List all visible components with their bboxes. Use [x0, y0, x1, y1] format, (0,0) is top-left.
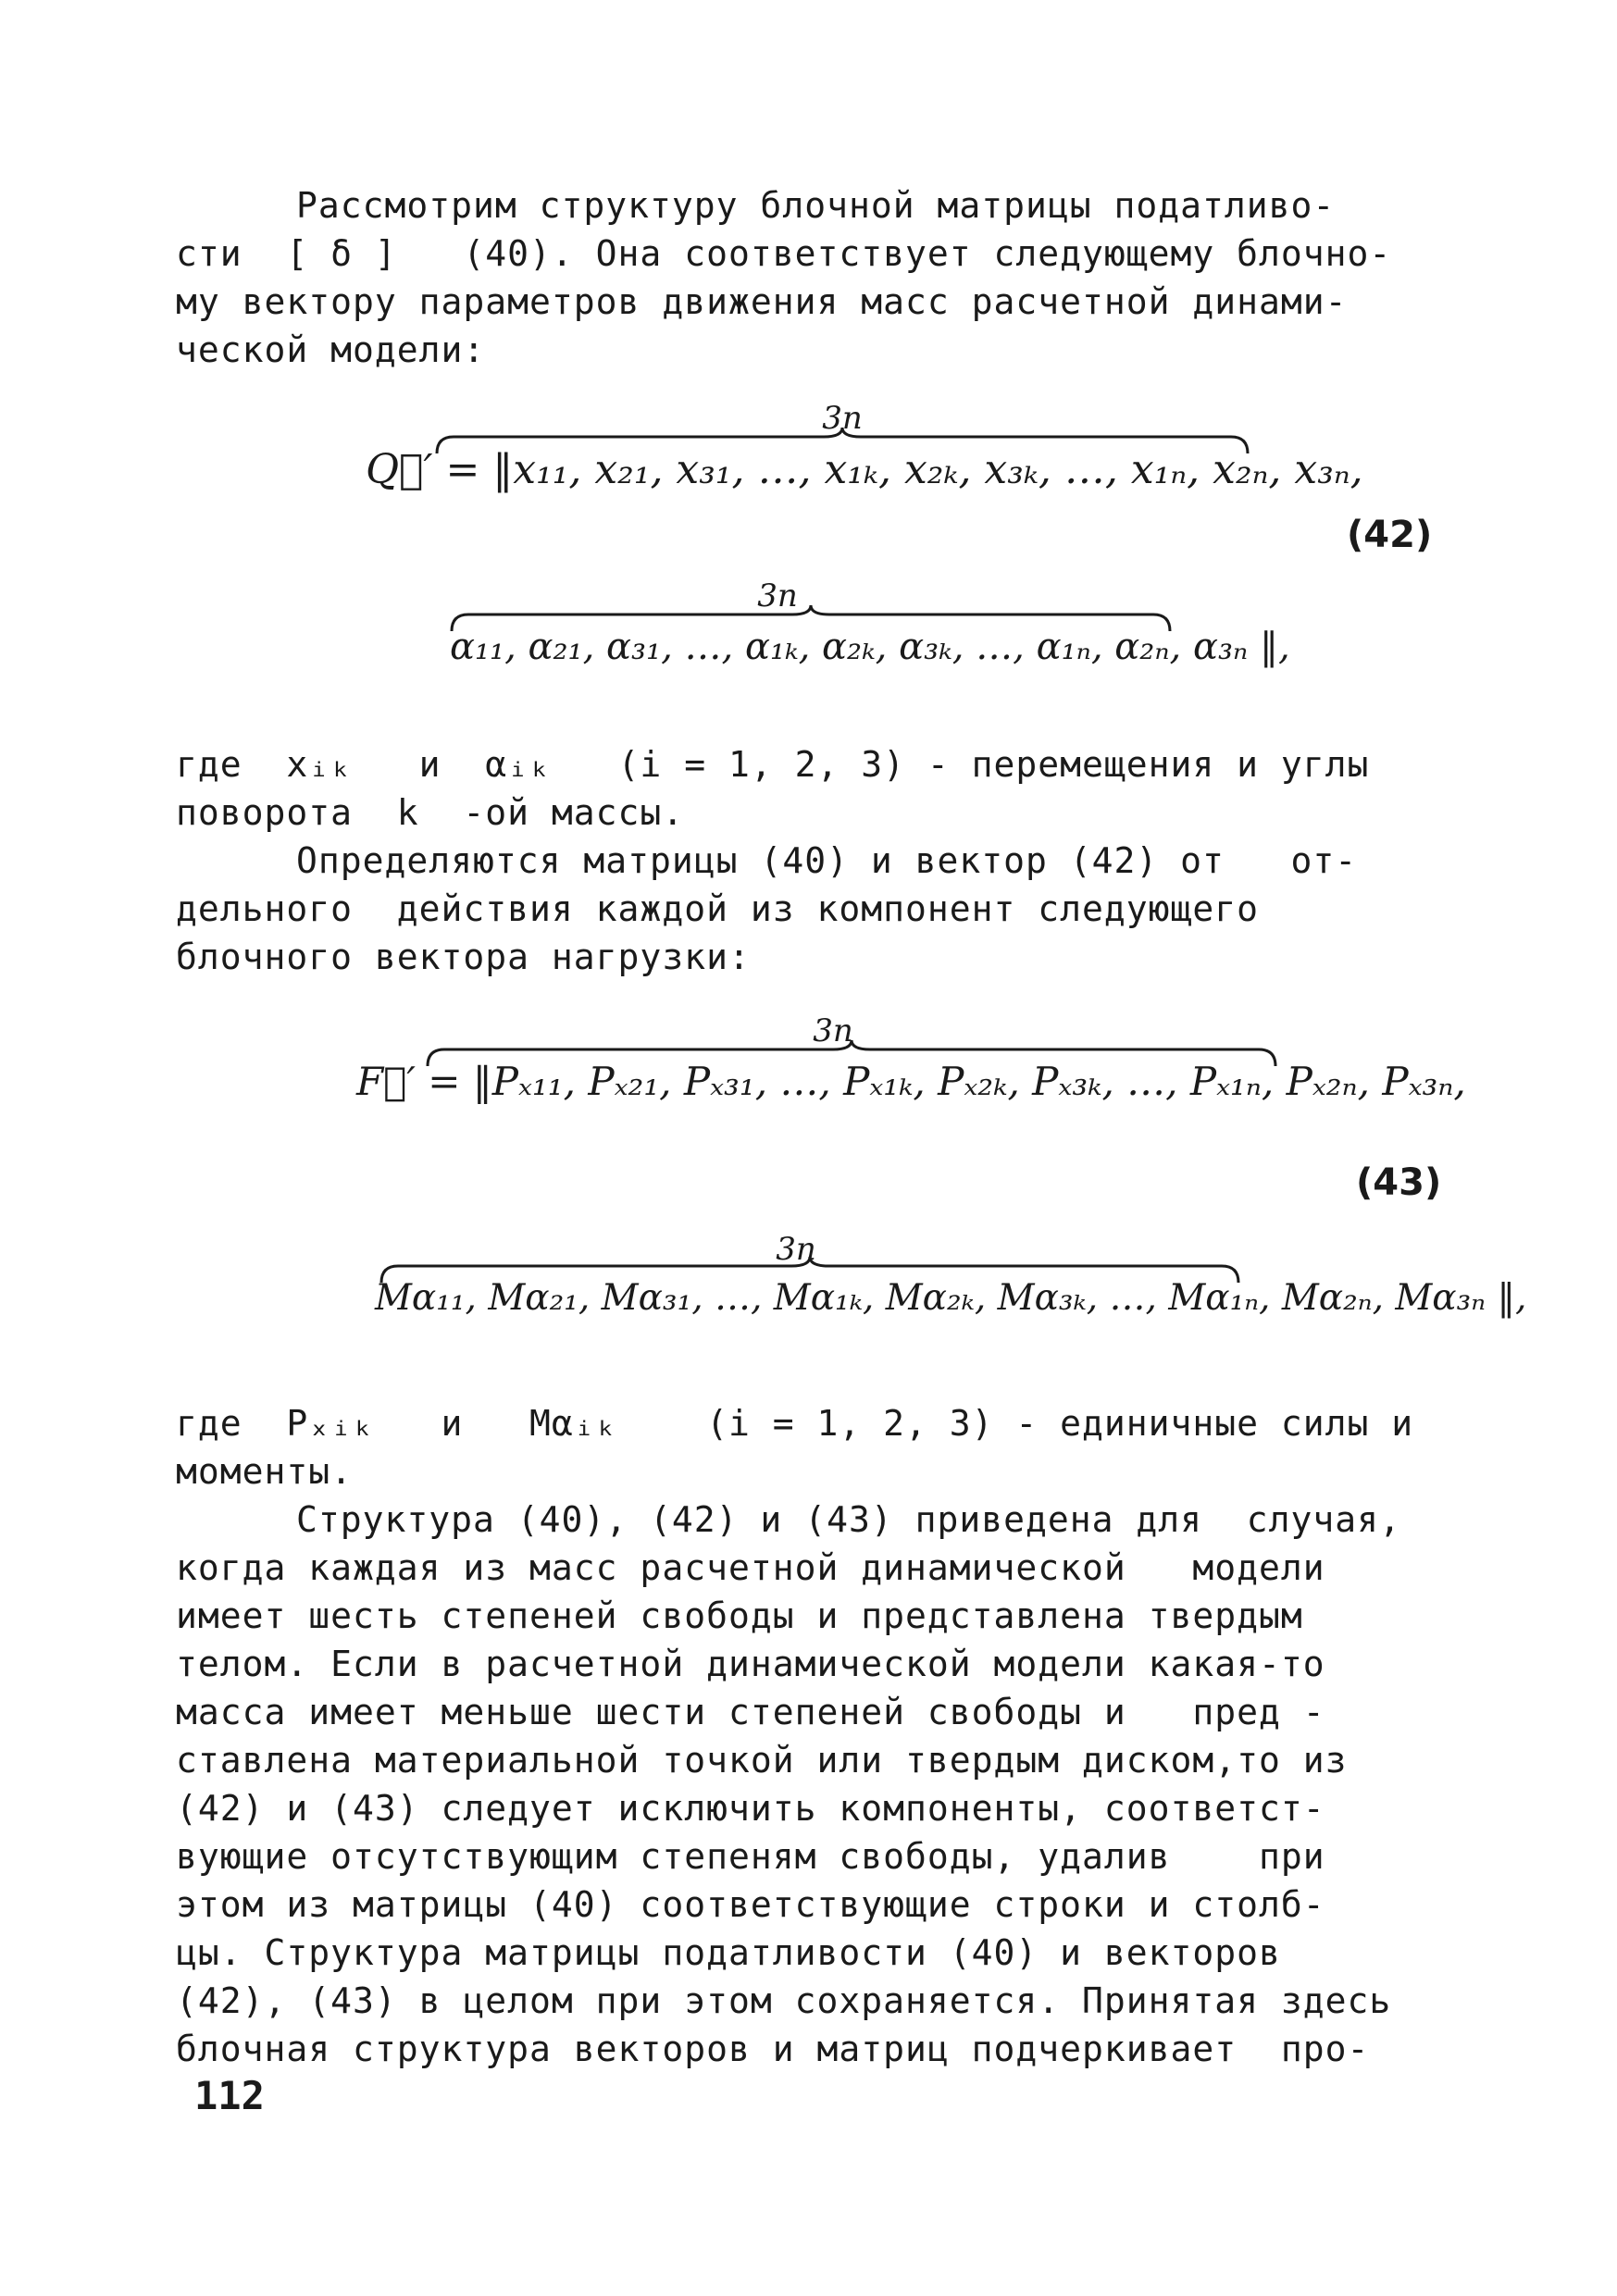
text-line: моменты.: [176, 1451, 354, 1492]
text-line: где Pₓᵢₖ и Mαᵢₖ (i = 1, 2, 3) - единичные силы и: [176, 1403, 1414, 1444]
text-line: дельного действия каждой из компонент следующего: [176, 888, 1260, 929]
text-line: сти [ δ ] (40). Она соответствует следующему блочно-: [176, 233, 1392, 274]
text-line: телом. Если в расчетной динамической модели какая-то: [176, 1644, 1325, 1684]
paragraph-definitions-42: [176, 740, 1416, 837]
brace-label-3n: 3n: [813, 1012, 853, 1049]
text-line: этом из матрицы (40) соответствующие строки и столб-: [176, 1884, 1325, 1925]
brace-label-3n: 3n: [822, 400, 863, 437]
text-line: вующие отсутствующим степеням свободы, удалив при: [176, 1836, 1325, 1877]
text-line: Рассмотрим структуру блочной матрицы податливо-: [296, 185, 1336, 226]
paragraph-load-vector: [176, 837, 1416, 981]
page-number: 112: [194, 2073, 265, 2118]
text-line: блочная структура векторов и матриц подчеркивает про-: [176, 2029, 1370, 2069]
brace-label-3n: 3n: [776, 1231, 816, 1268]
text-line: имеет шесть степеней свободы и представлена твердым: [176, 1595, 1303, 1636]
equation-43-line-2: Mα₁₁, Mα₂₁, Mα₃₁, …, Mα₁ₖ, Mα₂ₖ, Mα₃ₖ, …, Mα₁ₙ, Mα₂ₙ, Mα₃ₙ ‖,: [375, 1277, 1527, 1319]
paragraph-structure: [176, 1496, 1416, 2073]
paragraph-intro: [176, 181, 1416, 374]
brace-label-3n: 3n: [757, 577, 798, 614]
text-line: ческой модели:: [176, 329, 486, 370]
equation-42-line-2: α₁₁, α₂₁, α₃₁, …, α₁ₖ, α₂ₖ, α₃ₖ, …, α₁ₙ, α₂ₙ, α₃ₙ ‖,: [450, 626, 1290, 668]
text-line: блочного вектора нагрузки:: [176, 937, 751, 977]
text-line: Определяются матрицы (40) и вектор (42) от от-: [296, 840, 1358, 881]
text-line: масса имеет меньше шести степеней свободы и пред -: [176, 1692, 1325, 1732]
text-line: (42), (43) в целом при этом сохраняется. Принятая здесь: [176, 1980, 1392, 2021]
text-line: где xᵢₖ и αᵢₖ (i = 1, 2, 3) - перемещения и углы: [176, 744, 1370, 785]
text-line: (42) и (43) следует исключить компоненты, соответст-: [176, 1788, 1325, 1829]
text-line: ставлена материальной точкой или твердым диском,то из: [176, 1740, 1348, 1781]
equation-43-line-1: F⃗′ = ‖Pₓ₁₁, Pₓ₂₁, Pₓ₃₁, …, Pₓ₁ₖ, Pₓ₂ₖ, Pₓ₃ₖ, …, Pₓ₁ₙ, Pₓ₂ₙ, Pₓ₃ₙ,: [356, 1059, 1466, 1104]
text-line: Структура (40), (42) и (43) приведена для случая,: [296, 1499, 1401, 1540]
equation-42-line-1: Q⃗′ = ‖x₁₁, x₂₁, x₃₁, …, x₁ₖ, x₂ₖ, x₃ₖ, …, x₁ₙ, x₂ₙ, x₃ₙ,: [366, 446, 1363, 493]
text-line: когда каждая из масс расчетной динамической модели: [176, 1547, 1325, 1588]
text-line: поворота k -ой массы.: [176, 792, 685, 833]
text-line: му вектору параметров движения масс расчетной динами-: [176, 281, 1348, 322]
paragraph-definitions-43: [176, 1399, 1416, 1496]
text-line: цы. Структура матрицы податливости (40) и векторов: [176, 1932, 1281, 1973]
equation-number-43: (43): [1356, 1161, 1442, 1204]
equation-number-42: (42): [1347, 514, 1433, 556]
